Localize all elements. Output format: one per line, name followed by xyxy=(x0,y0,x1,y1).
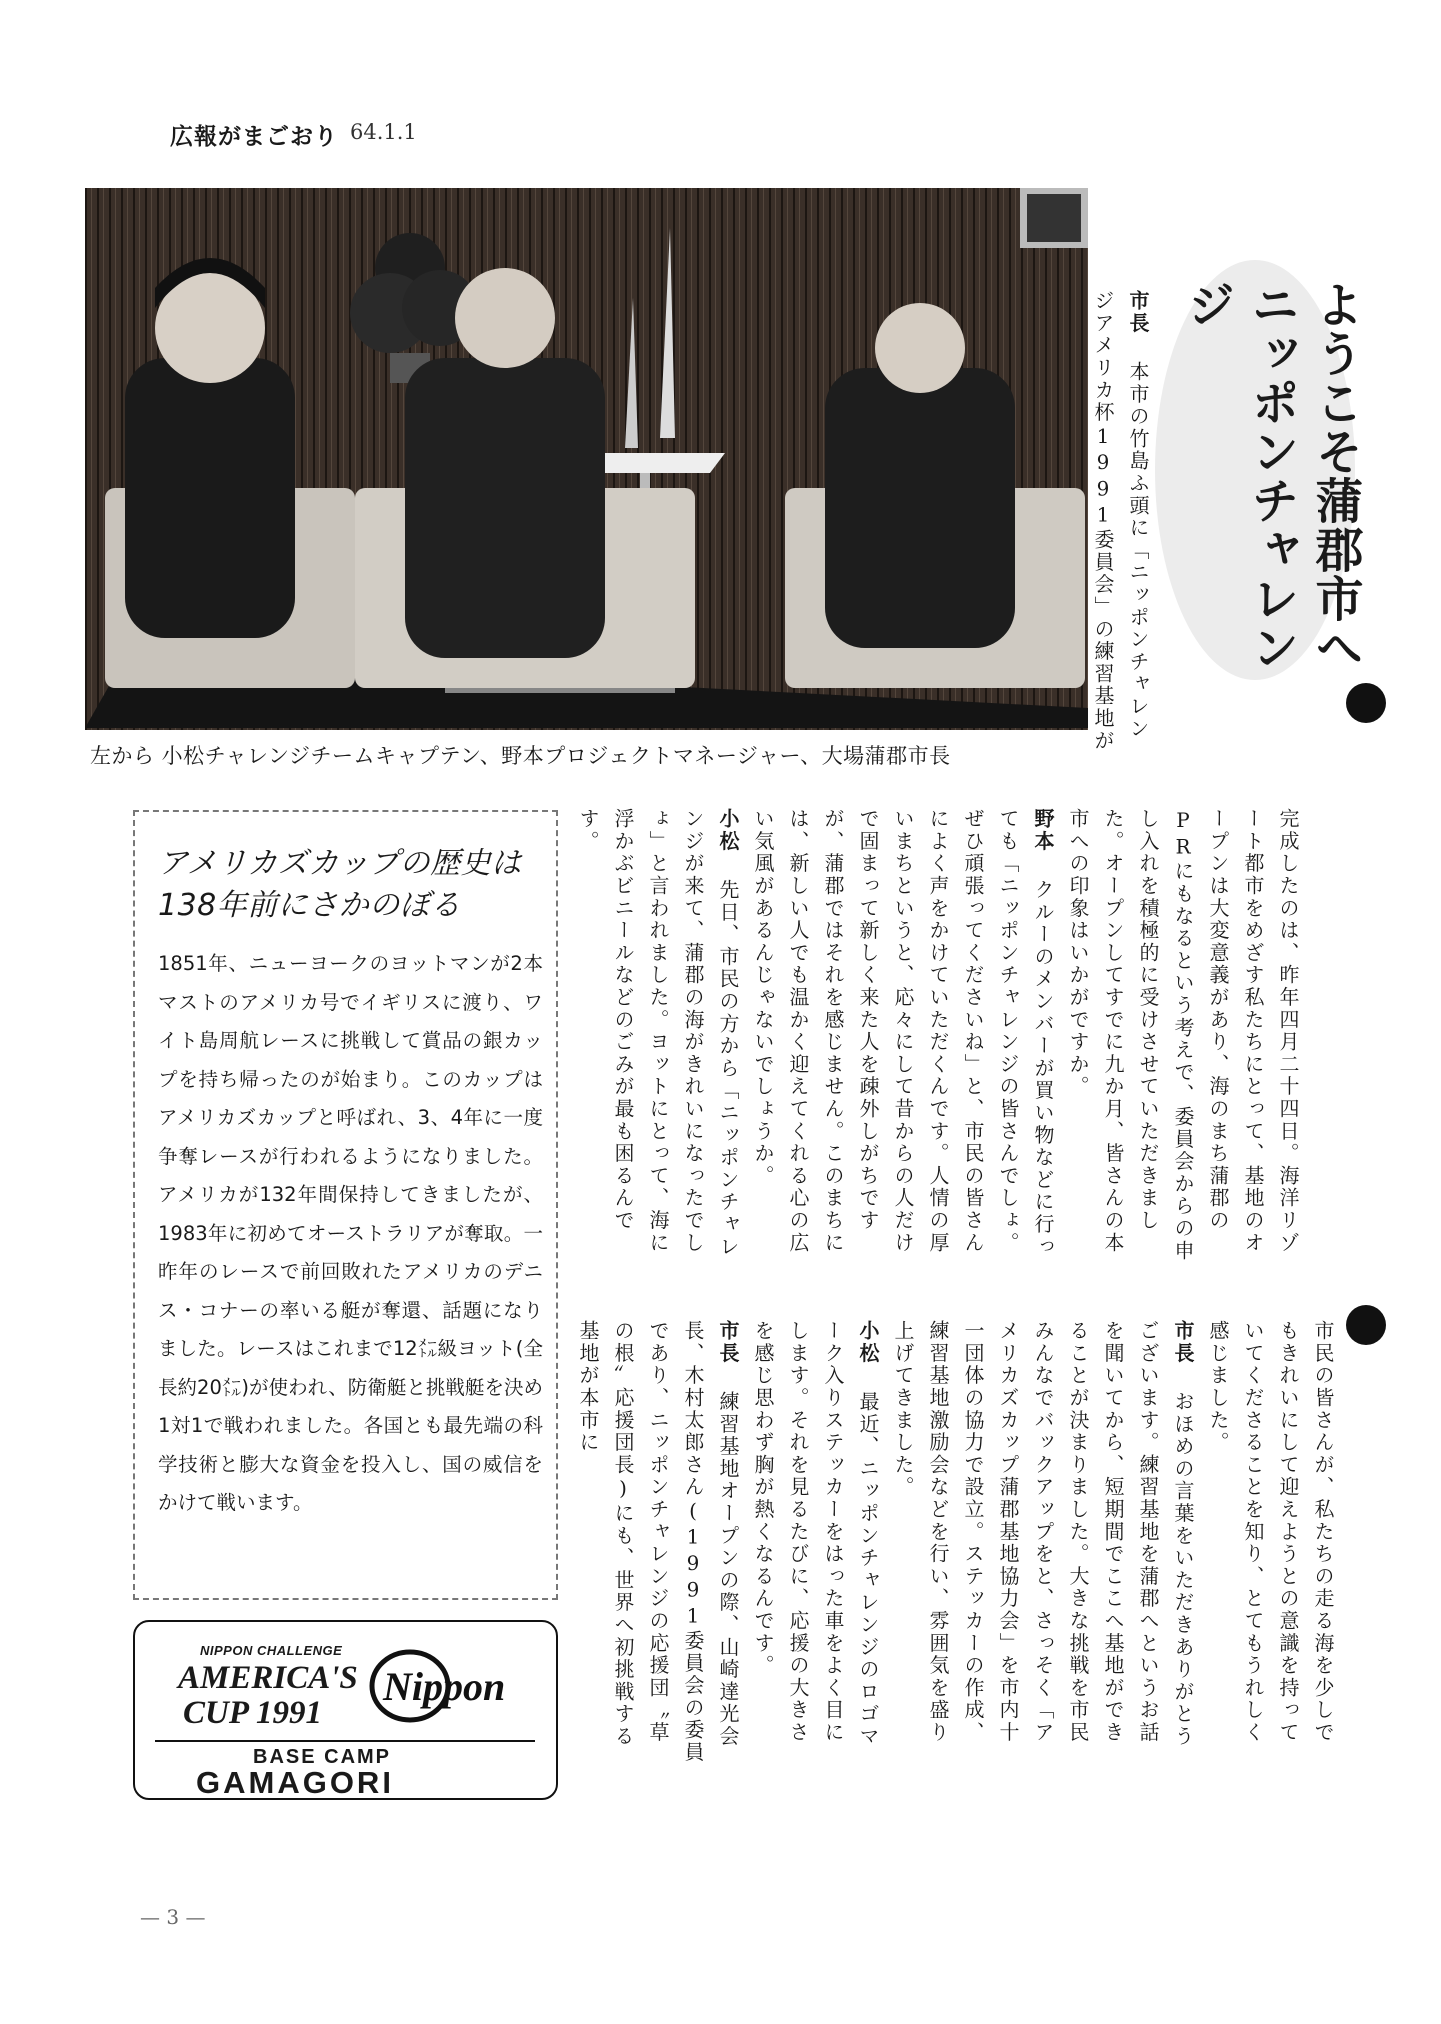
headline xyxy=(1175,280,1367,680)
photo-caption: 左から 小松チャレンジチームキャプテン、野本プロジェクトマネージャー、大場蒲郡市長 xyxy=(90,744,951,768)
publication-title: 広報がまごおり xyxy=(170,124,338,150)
article-text: 先日、市民の方から「ニッポンチャレンジが来て、蒲郡の海がきれいになったでしょ」と言われました。ヨットにとって、海に浮かぶビニールなどのごみが最も困るんです。 xyxy=(576,808,740,1259)
headline-line-1: ようこそ蒲郡市へ xyxy=(1307,280,1363,672)
article-text: 完成したのは、昨年四月二十四日。海洋リゾート都市をめざす私たちにとって、基地のオープンは大変意義があり、海のまち蒲郡のPRにもなるという考えで、委員会からの申し入れを積極的に受けさせていただきました。オープンしてすでに九か月、皆さんの本市への印象はいかがですか。 xyxy=(1066,808,1300,1262)
headline-line-2: ニッポンチャレンジ xyxy=(1179,280,1299,672)
logo-text: AMERICA'S xyxy=(178,1660,358,1696)
page-number: — 3 — xyxy=(140,1905,206,1929)
speaker-label: 市長 xyxy=(1171,1320,1195,1365)
meeting-photo xyxy=(85,188,1088,730)
article-text: 練習基地オープンの際、山崎達光会長、木村太郎さん(1991委員会の委員であり、ニッポンチャレンジの応援団〝草の根〟応援団長)にも、世界へ初挑戦する基地が本市に xyxy=(576,1320,740,1764)
logo-divider xyxy=(155,1740,535,1742)
bullet-dot xyxy=(1346,683,1386,723)
speaker-label: 小松 xyxy=(716,808,740,853)
logo-script-text: Nippon xyxy=(383,1664,506,1709)
article-text: 最近、ニッポンチャレンジのロゴマーク入りステッカーをはった車をよく目にします。それを見るたびに、応援の大きさを感じ思わず胸が熱くなるんです。 xyxy=(751,1320,880,1748)
article-text: 本市の竹島ふ頭に「ニッポンチャレンジアメリカ杯1991委員会」の練習基地が xyxy=(1091,290,1150,752)
nippon-script-logo xyxy=(365,1648,535,1723)
speaker-label: 市長 xyxy=(716,1320,740,1365)
article-text: クルーのメンバーが買い物などに行っても「ニッポンチャレンジの皆さんでしょ。ぜひ頑張ってくださいね」と、市民の皆さんによく声をかけていただくんです。人情の厚いまちというと、応々にして昔からの人だけで固まって新しく来た人を疎外しがちですが、蒲郡ではそれを感じません。このまちには、新しい人でも温かく迎えてくれる心の広い気風があるんじゃないでしょうか。 xyxy=(751,808,1055,1259)
bullet-dot xyxy=(1346,1305,1386,1345)
article-text: 市民の皆さんが、私たちの走る海を少しでもきれいにして迎えようとの意識を持っていてくださることを知り、とてもうれしく感じました。 xyxy=(1206,1320,1335,1744)
speaker-label: 野本 xyxy=(1031,808,1055,853)
sidebar-heading: アメリカズカップの歴史は xyxy=(158,846,522,881)
sidebar-body: 1851年、ニューヨークのヨットマンが2本マストのアメリカ号でイギリスに渡り、ワイト島周航レースに挑戦して賞品の銀カップを持ち帰ったのが始まり。このカップはアメリカズカップと呼ばれ、3、4年に一度争奪レースが行われるようになりました。アメリカが132年間保持してきましたが、1983年に初めてオーストラリアが奪取。一昨年のレースで前回敗れたアメリカのデニス・コナーの率いる艇が奪還、話題になりました。レースはこれまで12㍍級ヨット(全長約20㍍)が使われ、防衛艇と挑戦艇を決め1対1で戦われました。各国とも最先端の科学技術と膨大な資金を投入し、国の威信をかけて戦います。 xyxy=(158,952,543,1514)
article-text: おほめの言葉をいただきありがとうございます。練習基地を蒲郡へというお話を聞いてから、短期間でここへ基地ができることが決まりました。大きな挑戦を市民みんなでバックアップをと、さっそく「アメリカズカップ蒲郡基地協力会」を市内十一団体の協力で設立。ステッカーの作成、練習基地激励会などを行い、雰囲気を盛り上げてきました。 xyxy=(891,1320,1195,1748)
logo-text: CUP 1991 xyxy=(183,1695,323,1731)
speaker-label: 市長 xyxy=(1126,290,1150,335)
logo-text: NIPPON CHALLENGE xyxy=(200,1643,343,1658)
sidebar-heading: 138年前にさかのぼる xyxy=(158,888,461,923)
issue-date: 64.1.1 xyxy=(350,120,417,144)
article-intro xyxy=(1085,290,1155,760)
logo-text: GAMAGORI xyxy=(196,1765,394,1800)
article-upper-block xyxy=(570,808,1305,1270)
logo-text: BASE CAMP xyxy=(253,1746,392,1768)
speaker-label: 小松 xyxy=(856,1320,880,1365)
article-lower-block xyxy=(570,1320,1340,1765)
